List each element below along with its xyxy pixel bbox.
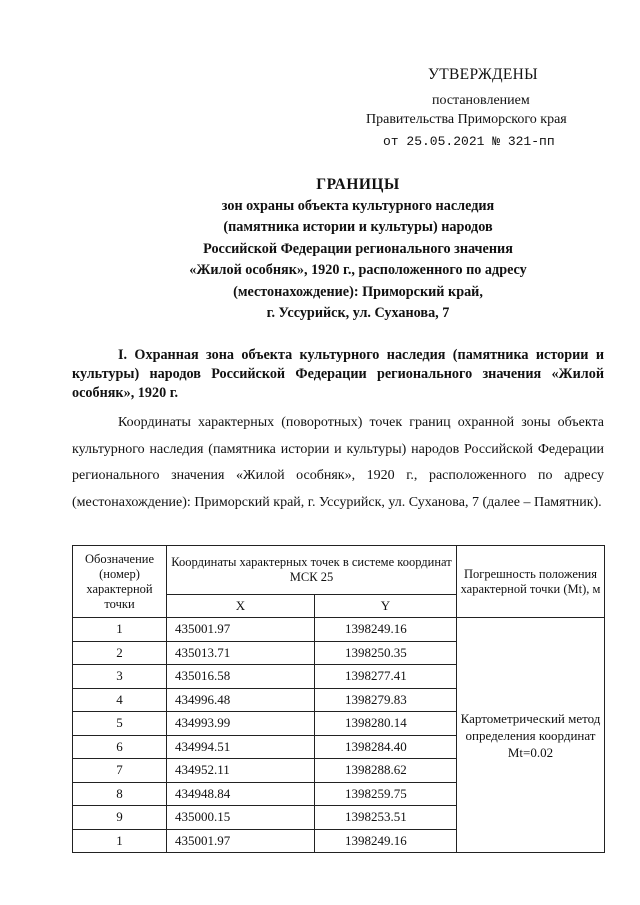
point-number: 4 (73, 688, 167, 712)
point-number: 1 (73, 618, 167, 642)
coord-y: 1398280.14 (315, 712, 457, 736)
coord-x: 434996.48 (167, 688, 315, 712)
body-paragraph: Координаты характерных (поворотных) точек границ охранной зоны объекта культурного наследия (памятника истории и культуры) народов Российской Федерации регионального значения «Жилой особняк», 1920 г., расположенного по адресу (местонахождение): Приморский край, г. Уссурийск, ул. Суханова, 7 (далее – Памятник). (72, 415, 604, 510)
method-cell: Картометрический метод определения координат Mt=0.02 (457, 618, 605, 853)
point-number: 5 (73, 712, 167, 736)
coord-x: 434993.99 (167, 712, 315, 736)
header-point: Обозначение (номер) характерной точки (73, 546, 167, 618)
coord-y: 1398284.40 (315, 735, 457, 759)
table-row (73, 618, 605, 642)
coord-y: 1398288.62 (315, 759, 457, 783)
coord-y: 1398250.35 (315, 641, 457, 665)
coord-x: 435001.97 (167, 618, 315, 642)
government-label: Правительства Приморского края (366, 112, 567, 127)
point-number: 3 (73, 665, 167, 689)
coordinates-table (72, 545, 605, 853)
coord-x: 435013.71 (167, 641, 315, 665)
title-line: г. Уссурийск, ул. Суханова, 7 (266, 305, 450, 321)
date-number: от 25.05.2021 № 321-пп (383, 134, 555, 149)
header-error: Погрешность положения характерной точки (Mt), м (457, 546, 605, 618)
approved-label: УТВЕРЖДЕНЫ (428, 66, 538, 83)
coord-y: 1398259.75 (315, 782, 457, 806)
title-line: (местонахождение): Приморский край, (233, 283, 483, 300)
title-line: Российской Федерации регионального значения (203, 240, 513, 257)
title-line: (памятника истории и культуры) народов (223, 219, 493, 235)
point-number: 8 (73, 782, 167, 806)
coord-x: 434952.11 (167, 759, 315, 783)
point-number: 1 (73, 829, 167, 853)
coord-x: 435000.15 (167, 806, 315, 830)
title-line: «Жилой особняк», 1920 г., расположенного по адресу (189, 262, 527, 278)
resolution-label: постановлением (432, 93, 530, 108)
coord-y: 1398249.16 (315, 829, 457, 853)
coord-y: 1398249.16 (315, 618, 457, 642)
document-title (140, 174, 576, 325)
point-number: 7 (73, 759, 167, 783)
coord-y: 1398279.83 (315, 688, 457, 712)
coord-y: 1398277.41 (315, 665, 457, 689)
coord-x: 435001.97 (167, 829, 315, 853)
point-number: 6 (73, 735, 167, 759)
header-y: Y (315, 595, 457, 618)
header-coords: Координаты характерных точек в системе координат МСК 25 (167, 546, 457, 595)
section-heading: I. Охранная зона объекта культурного наследия (памятника истории и культуры) народов Российской Федерации регионального значения «Жилой особняк», 1920 г. (72, 347, 604, 401)
header-x: X (167, 595, 315, 618)
coord-x: 434948.84 (167, 782, 315, 806)
title-line: зон охраны объекта культурного наследия (221, 197, 495, 214)
point-number: 2 (73, 641, 167, 665)
coord-y: 1398253.51 (315, 806, 457, 830)
title-main: ГРАНИЦЫ (316, 176, 400, 193)
coord-x: 434994.51 (167, 735, 315, 759)
coord-x: 435016.58 (167, 665, 315, 689)
point-number: 9 (73, 806, 167, 830)
